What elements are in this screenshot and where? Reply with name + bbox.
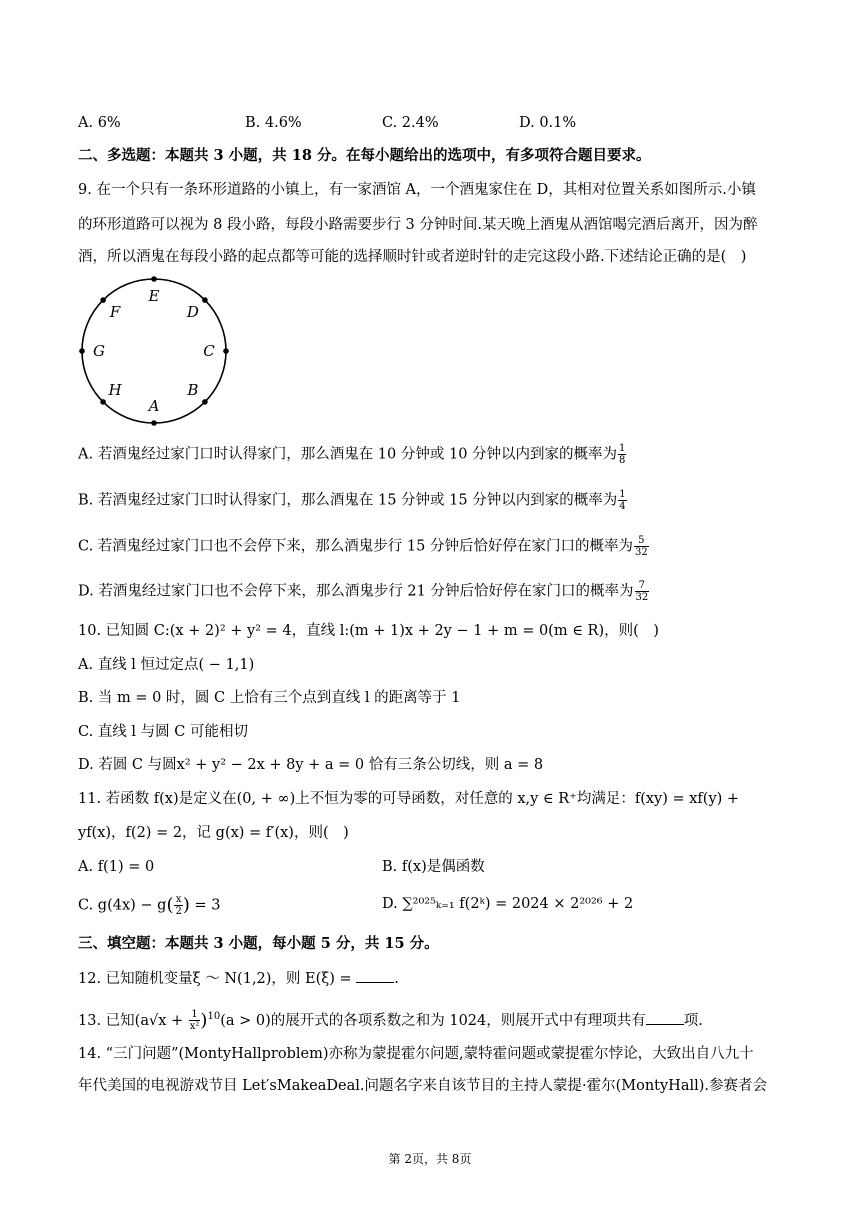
fraction-denominator: 4 xyxy=(619,501,626,512)
ring-point-e xyxy=(151,276,157,282)
q10-option-a: A. 直线 l 恒过定点( − 1,1) xyxy=(78,657,255,673)
q13-text: (a > 0)的展开式的各项系数之和为 1024，则展开式中有理项共有 xyxy=(220,1012,646,1029)
fraction-numerator: 5 xyxy=(634,535,649,547)
q9-option-b xyxy=(78,489,627,512)
fraction-denominator: 32 xyxy=(635,592,649,603)
q10-option-c: C. 直线 l 与圆 C 可能相切 xyxy=(78,724,248,740)
q11-option-d: D. ∑²⁰²⁵ₖ₌₁ f(2ᵏ) = 2024 × 2²⁰²⁶ + 2 xyxy=(382,896,634,912)
ring-road-diagram xyxy=(70,268,240,438)
q13-exponent: 10 xyxy=(207,1011,221,1022)
ring-label-b: B xyxy=(187,380,199,399)
paren-open: ( xyxy=(166,894,174,916)
q9-stem-line2: 的环形道路可以视为 8 段小路，每段小路需要步行 3 分钟时间.某天晚上酒鬼从酒馆喝完酒后离开，因为醉 xyxy=(78,217,758,233)
q8-option-c: C. 2.4% xyxy=(382,115,439,131)
ring-point-f xyxy=(100,297,106,303)
fraction-numerator: 1 xyxy=(189,1009,201,1021)
fraction-denominator: 8 xyxy=(619,455,626,466)
q14-stem-line1: 14. “三门问题”(MontyHallproblem)亦称为蒙提霍尔问题,蒙特霍问题或蒙提霍尔悖论，大致出自八九十 xyxy=(78,1046,754,1062)
q12 xyxy=(78,968,399,989)
ring-point-b xyxy=(202,399,208,405)
fraction-numerator: 1 xyxy=(619,443,626,454)
fraction-numerator: 7 xyxy=(635,580,650,592)
q12-answer-blank[interactable] xyxy=(356,968,394,983)
ring-label-d: D xyxy=(186,303,199,322)
q10-option-b: B. 当 m = 0 时，圆 C 上恰有三个点到直线 l 的距离等于 1 xyxy=(78,690,461,706)
q13-prefix: 13. 已知(a√x + xyxy=(78,1012,188,1029)
q9-option-a xyxy=(78,443,626,466)
q9-option-a-fraction xyxy=(618,443,626,466)
q8-option-d: D. 0.1% xyxy=(519,115,577,131)
q9-option-b-fraction xyxy=(618,489,626,512)
q13 xyxy=(78,1007,703,1032)
q13-fraction xyxy=(189,1009,201,1032)
ring-label-e: E xyxy=(148,287,160,305)
q12-text: 12. 已知随机变量ξ ～ N(1,2)，则 E(ξ) = xyxy=(78,971,352,987)
q11-option-c-suffix: = 3 xyxy=(189,897,221,914)
ring-point-d xyxy=(202,297,208,303)
ring-label-f: F xyxy=(109,303,121,322)
q9-option-b-text: B. 若酒鬼经过家门口时认得家门，那么酒鬼在 15 分钟或 15 分钟以内到家的概率为 xyxy=(78,492,618,509)
q13-answer-blank[interactable] xyxy=(646,1010,684,1025)
q9-stem-line3: 酒，所以酒鬼在每段小路的起点都等可能的选择顺时针或者逆时针的走完这段小路.下述结论正确的是( ) xyxy=(78,249,747,265)
ring-label-a: A xyxy=(148,397,160,415)
ring-point-c xyxy=(223,348,229,354)
q11-option-b: B. f(x)是偶函数 xyxy=(382,859,485,875)
section2-heading: 二、多选题：本题共 3 小题，共 18 分。在每小题给出的选项中，有多项符合题目要求。 xyxy=(78,147,651,164)
q9-option-d-fraction xyxy=(635,580,650,603)
q11-option-c-fraction xyxy=(174,894,182,917)
ring-point-g xyxy=(79,348,85,354)
q10-stem: 10. 已知圆 C:(x + 2)² + y² = 4，直线 l:(m + 1)x + 2y − 1 + m = 0(m ∈ R)，则( ) xyxy=(78,623,659,639)
ring-point-h xyxy=(100,399,106,405)
q9-stem-line1: 9. 在一个只有一条环形道路的小镇上，有一家酒馆 A，一个酒鬼家住在 D，其相对位置关系如图所示.小镇 xyxy=(78,182,756,198)
fraction-numerator: 1 xyxy=(619,489,626,500)
page-footer: 第 2页，共 8页 xyxy=(388,1152,472,1166)
q8-option-a: A. 6% xyxy=(78,115,121,131)
paren-close: ) xyxy=(200,1009,208,1031)
q10-option-d: D. 若圆 C 与圆x² + y² − 2x + 8y + a = 0 恰有三条公切线，则 a = 8 xyxy=(78,757,544,773)
q9-option-c xyxy=(78,535,649,558)
q9-option-c-fraction xyxy=(634,535,649,558)
q9-option-d-text: D. 若酒鬼经过家门口也不会停下来，那么酒鬼步行 21 分钟后恰好停在家门口的概率为 xyxy=(78,583,634,600)
q8-option-b: B. 4.6% xyxy=(245,115,302,131)
ring-label-c: C xyxy=(203,342,215,360)
paren-close: ) xyxy=(182,894,190,916)
ring-label-g: G xyxy=(93,342,105,360)
q11-option-c-prefix: C. g(4x) − g xyxy=(78,897,167,914)
fraction-numerator: x xyxy=(175,894,182,905)
fraction-denominator: x² xyxy=(189,1021,200,1033)
q9-option-d xyxy=(78,580,649,603)
ring-labels xyxy=(93,287,215,415)
ring-point-a xyxy=(151,420,157,426)
fraction-denominator: 2 xyxy=(175,906,182,917)
q9-option-a-text: A. 若酒鬼经过家门口时认得家门，那么酒鬼在 10 分钟或 10 分钟以内到家的概率为 xyxy=(78,446,618,463)
ring-label-h: H xyxy=(108,380,122,399)
q11-option-a: A. f(1) = 0 xyxy=(78,859,155,875)
q11-option-c xyxy=(78,894,220,917)
q11-stem-line2: yf(x)，f(2) = 2，记 g(x) = f′(x)，则( ) xyxy=(78,825,349,841)
q11-stem-line1: 11. 若函数 f(x)是定义在(0, + ∞)上不恒为零的可导函数，对任意的 x,y ∈ R⁺均满足：f(xy) = xf(y) + xyxy=(78,791,740,807)
q13-tail: 项. xyxy=(683,1012,703,1029)
q9-option-c-text: C. 若酒鬼经过家门口也不会停下来，那么酒鬼步行 15 分钟后恰好停在家门口的概率为 xyxy=(78,538,633,555)
section3-heading: 三、填空题：本题共 3 小题，每小题 5 分，共 15 分。 xyxy=(78,935,439,952)
fraction-denominator: 32 xyxy=(634,547,648,558)
q14-stem-line2: 年代美国的电视游戏节目 Let′sMakeaDeal.问题名字来自该节目的主持人蒙提·霍尔(MontyHall).参赛者会 xyxy=(78,1078,768,1094)
q12-period: . xyxy=(394,971,399,987)
